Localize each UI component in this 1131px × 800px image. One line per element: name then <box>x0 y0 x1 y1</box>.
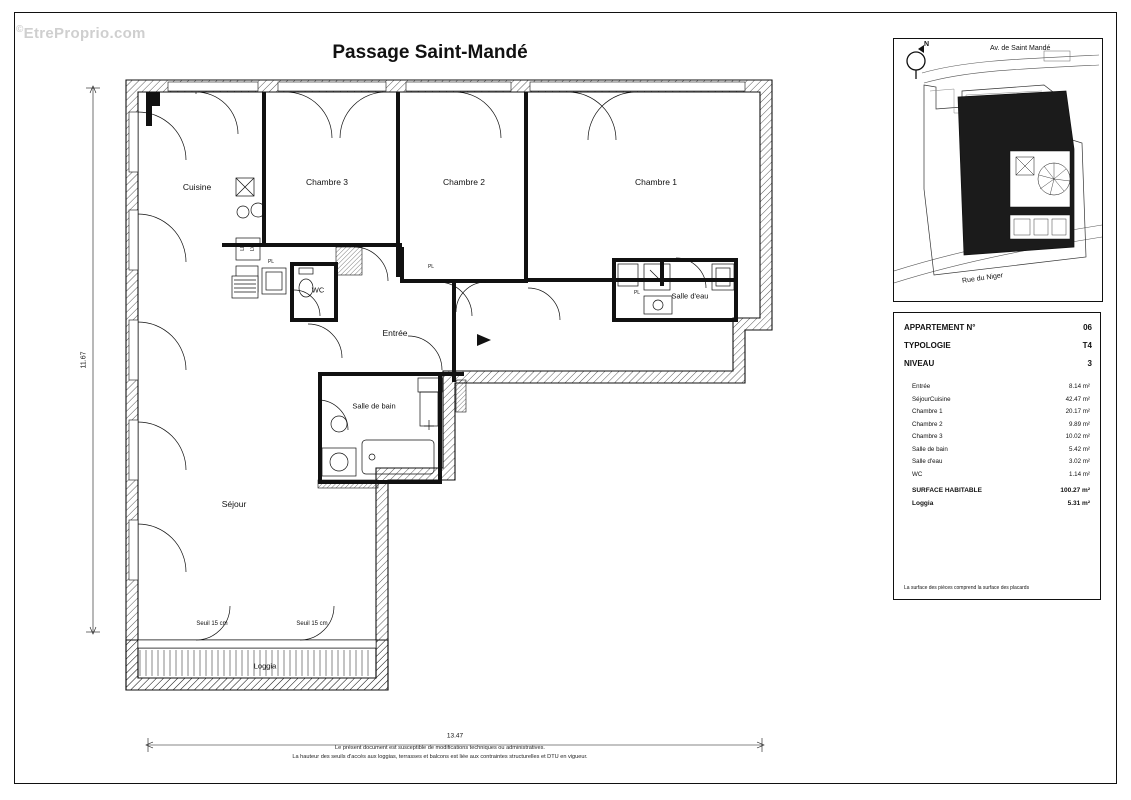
loggia-floor <box>138 640 376 676</box>
info-label-appartement: APPARTEMENT N° <box>904 323 976 332</box>
area-value-chambre-3: 10.02 m² <box>1065 433 1090 440</box>
footer-line-1: Le présent document est susceptible de modifications techniques ou administratives. <box>335 745 545 751</box>
area-row <box>904 433 1092 440</box>
area-label-wc: WC <box>912 470 923 478</box>
north-label: N <box>924 41 930 48</box>
area-label-salle-deau: Salle d'eau <box>912 458 943 465</box>
info-row-typologie <box>904 341 1092 350</box>
room-label-chambre-3: Chambre 3 <box>305 177 349 187</box>
door-swings <box>138 92 706 640</box>
footer-line-2: La hauteur des seuils d'accès aux loggias, terrasses et balcons est liée aux contraintes structurelles et DTU en vigueur. <box>292 754 588 761</box>
loggia-area-value: 5.31 m² <box>1067 499 1090 507</box>
area-label-chambre-1: Chambre 1 <box>912 408 943 415</box>
total-area-row <box>904 487 1092 494</box>
area-row <box>904 396 1092 403</box>
footer-disclaimer <box>0 744 880 762</box>
closet-label-3: PL <box>633 290 641 296</box>
apartment-info-box <box>893 312 1101 600</box>
closet-note: La surface des pièces comprend la surface des placards <box>904 585 1030 591</box>
info-value-typologie: T4 <box>1082 341 1092 350</box>
room-label-entree: Entrée <box>382 328 408 338</box>
area-row <box>904 471 1092 478</box>
area-value-wc: 1.14 m² <box>1069 470 1090 478</box>
loggia-area-label: Loggia <box>912 499 934 507</box>
info-value-niveau: 3 <box>1087 359 1092 368</box>
interior-walls <box>222 92 738 484</box>
street-label-bottom: Rue du Niger <box>961 272 1004 285</box>
shower-room-fixtures <box>618 264 734 314</box>
total-area-label: SURFACE HABITABLE <box>912 486 982 494</box>
closet-label-2: PL <box>427 264 435 270</box>
room-label-chambre-2: Chambre 2 <box>442 177 486 187</box>
info-label-typologie: TYPOLOGIE <box>904 341 951 350</box>
watermark: ©EtreProprio.com <box>16 24 146 42</box>
area-row <box>904 383 1092 390</box>
outer-walls <box>126 80 772 690</box>
room-label-wc: WC <box>311 285 325 295</box>
entry-arrow <box>477 334 491 346</box>
info-row-niveau <box>904 359 1092 368</box>
area-value-chambre-2: 9.89 m² <box>1069 420 1090 428</box>
room-label-chambre-1: Chambre 1 <box>634 177 678 187</box>
vertical-dimension: 11.67 <box>80 351 88 369</box>
area-value-salle-deau: 3.02 m² <box>1069 458 1090 465</box>
area-row <box>904 421 1092 428</box>
total-area-value: 100.27 m² <box>1060 486 1090 494</box>
area-value-sejour-cuisine: 42.47 m² <box>1065 395 1090 403</box>
bathroom-fixtures <box>322 378 442 476</box>
room-label-loggia: Loggia <box>253 661 277 671</box>
page-title: Passage Saint-Mandé <box>332 42 528 63</box>
site-map <box>893 38 1103 302</box>
info-row-appartement <box>904 323 1092 332</box>
area-row <box>904 458 1092 465</box>
area-label-sejour-cuisine: SéjourCuisine <box>912 395 951 403</box>
area-row <box>904 408 1092 415</box>
room-label-salle-deau: Salle d'eau <box>671 291 709 301</box>
area-label-salle-de-bain: Salle de bain <box>912 445 948 453</box>
room-label-cuisine: Cuisine <box>182 182 212 192</box>
closet-label-1: PL <box>267 259 275 265</box>
loggia-area-row <box>904 500 1092 507</box>
north-arrow <box>907 45 925 79</box>
area-label-chambre-2: Chambre 2 <box>912 420 943 428</box>
area-label-entree: Entrée <box>912 383 931 390</box>
area-value-entree: 8.14 m² <box>1069 383 1090 390</box>
info-label-niveau: NIVEAU <box>904 359 935 368</box>
area-row <box>904 446 1092 453</box>
area-value-chambre-1: 20.17 m² <box>1065 408 1090 415</box>
threshold-label-1: Seuil 15 cm <box>196 621 228 627</box>
room-label-sejour: Séjour <box>221 499 247 509</box>
info-value-appartement: 06 <box>1083 323 1092 332</box>
kitchen-fixtures <box>232 178 286 298</box>
area-label-chambre-3: Chambre 3 <box>912 433 943 440</box>
top-windows <box>168 82 745 91</box>
hatched-partitions <box>146 92 466 488</box>
horizontal-dimension: 13.47 <box>446 732 464 740</box>
appliance-label-ll: LL <box>240 245 246 251</box>
area-value-salle-de-bain: 5.42 m² <box>1069 445 1090 453</box>
site-map-svg <box>894 39 1102 301</box>
threshold-label-2: Seuil 15 cm <box>296 621 328 627</box>
room-label-salle-de-bain: Salle de bain <box>352 401 396 411</box>
appliance-label-lv: LV <box>250 245 256 251</box>
street-label-top: Av. de Saint Mandé <box>990 45 1051 52</box>
